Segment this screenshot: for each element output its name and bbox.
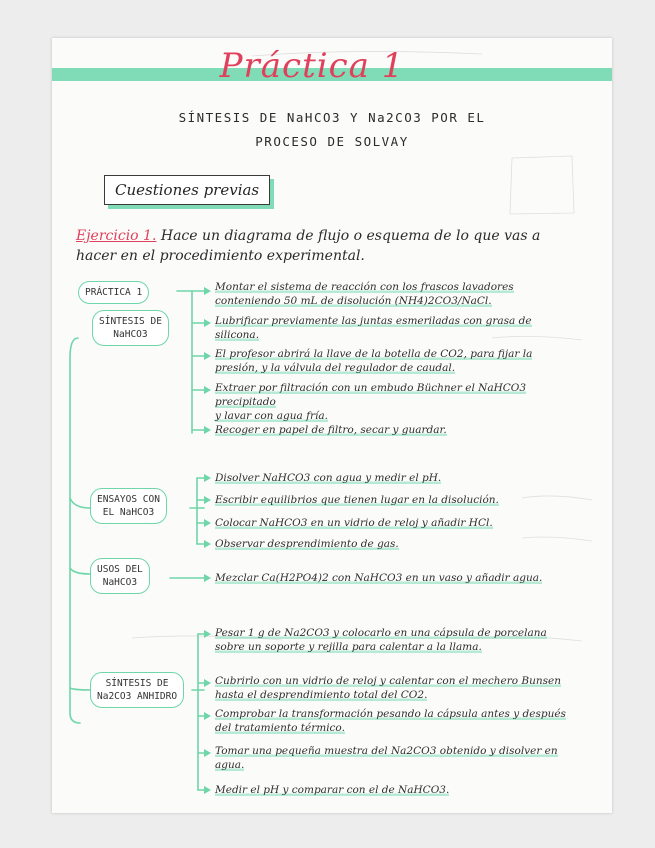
exercise-line-2: hacer en el procedimiento experimental. bbox=[76, 248, 365, 264]
node-sintesis-nahco3-line-1: SÍNTESIS DE bbox=[99, 316, 162, 327]
node-anhidro-line-2: Na2CO3 ANHIDRO bbox=[97, 691, 178, 702]
step-sintesis-2 bbox=[215, 314, 575, 342]
page-title: Práctica 1 bbox=[219, 46, 405, 86]
step-anhidro-5-line-1: Medir el pH y comparar con el de NaHCO3. bbox=[215, 784, 450, 796]
node-ensayos-line-2: EL NaHCO3 bbox=[102, 507, 155, 518]
notebook-page bbox=[52, 38, 612, 813]
step-sintesis-4 bbox=[215, 381, 575, 423]
step-sintesis-1-line-2: conteniendo 50 mL de disolución (NH4)2CO3/NaCl. bbox=[215, 295, 492, 307]
node-practica-1: PRÁCTICA 1 bbox=[78, 281, 149, 304]
step-ensayos-2 bbox=[215, 493, 575, 507]
step-usos-1-line-1: Mezclar Ca(H2PO4)2 con NaHCO3 en un vaso y añadir agua. bbox=[215, 572, 543, 584]
step-sintesis-1-line-1: Montar el sistema de reacción con los frascos lavadores bbox=[215, 281, 514, 293]
step-anhidro-5 bbox=[215, 783, 575, 797]
step-ensayos-2-line-1: Escribir equilibrios que tienen lugar en la disolución. bbox=[215, 494, 499, 506]
step-ensayos-1 bbox=[215, 471, 575, 485]
step-sintesis-5-line-1: Recoger en papel de filtro, secar y guardar. bbox=[215, 424, 447, 436]
step-anhidro-1 bbox=[215, 626, 575, 654]
step-anhidro-2-line-1: Cubrirlo con un vidrio de reloj y calentar con el mechero Bunsen bbox=[215, 675, 562, 687]
step-ensayos-3-line-1: Colocar NaHCO3 en un vidrio de reloj y añadir HCl. bbox=[215, 517, 493, 529]
step-anhidro-3-line-1: Comprobar la transformación pesando la cápsula antes y después bbox=[215, 708, 566, 720]
subtitle-line-1: SÍNTESIS DE NaHCO3 Y Na2CO3 POR EL bbox=[178, 110, 486, 125]
node-usos bbox=[90, 558, 150, 594]
exercise-label: Ejercicio 1. bbox=[76, 228, 157, 244]
step-anhidro-4 bbox=[215, 744, 575, 772]
step-ensayos-4 bbox=[215, 537, 575, 551]
step-anhidro-1-line-1: Pesar 1 g de Na2CO3 y colocarlo en una cápsula de porcelana bbox=[215, 627, 547, 639]
node-sintesis-nahco3-line-2: NaHCO3 bbox=[113, 329, 148, 340]
section-heading: Cuestiones previas bbox=[104, 175, 270, 205]
step-sintesis-2-line-1: Lubrificar previamente las juntas esmeriladas con grasa de bbox=[215, 315, 532, 327]
step-anhidro-2 bbox=[215, 674, 575, 702]
node-anhidro-line-1: SÍNTESIS DE bbox=[105, 678, 169, 689]
step-sintesis-3 bbox=[215, 347, 575, 375]
step-ensayos-4-line-1: Observar desprendimiento de gas. bbox=[215, 538, 399, 550]
subtitle-line-2: PROCESO DE SOLVAY bbox=[255, 134, 409, 149]
exercise-text-1: Hace un diagrama de flujo o esquema de lo que vas a bbox=[160, 228, 541, 244]
step-sintesis-4-line-2: y lavar con agua fría. bbox=[215, 410, 328, 422]
step-sintesis-4-line-1: Extraer por filtración con un embudo Büchner el NaHCO3 precipitado bbox=[215, 382, 527, 408]
step-ensayos-3 bbox=[215, 516, 575, 530]
step-sintesis-5 bbox=[215, 423, 575, 437]
step-anhidro-3-line-2: del tratamiento térmico. bbox=[215, 722, 345, 734]
node-usos-line-2: NaHCO3 bbox=[102, 577, 138, 588]
node-ensayos bbox=[90, 488, 167, 524]
step-anhidro-1-line-2: sobre un soporte y rejilla para calentar a la llama. bbox=[215, 641, 482, 653]
node-sintesis-nahco3 bbox=[92, 310, 169, 346]
step-ensayos-1-line-1: Disolver NaHCO3 con agua y medir el pH. bbox=[215, 472, 442, 484]
node-anhidro bbox=[90, 672, 184, 708]
node-usos-line-1: USOS DEL bbox=[97, 564, 143, 575]
step-sintesis-1 bbox=[215, 280, 575, 308]
step-anhidro-4-line-1: Tomar una pequeña muestra del Na2CO3 obtenido y disolver en bbox=[215, 745, 558, 757]
step-sintesis-2-line-2: silicona. bbox=[215, 329, 260, 341]
step-sintesis-3-line-1: El profesor abrirá la llave de la botella de CO2, para fijar la bbox=[215, 348, 533, 360]
step-sintesis-3-line-2: presión, y la válvula del regulador de caudal. bbox=[215, 362, 456, 374]
step-anhidro-3 bbox=[215, 707, 575, 735]
step-usos-1 bbox=[215, 571, 575, 585]
node-ensayos-line-1: ENSAYOS CON bbox=[97, 494, 160, 505]
step-anhidro-4-line-2: agua. bbox=[215, 759, 245, 771]
step-anhidro-2-line-2: hasta el desprendimiento total del CO2. bbox=[215, 689, 428, 701]
